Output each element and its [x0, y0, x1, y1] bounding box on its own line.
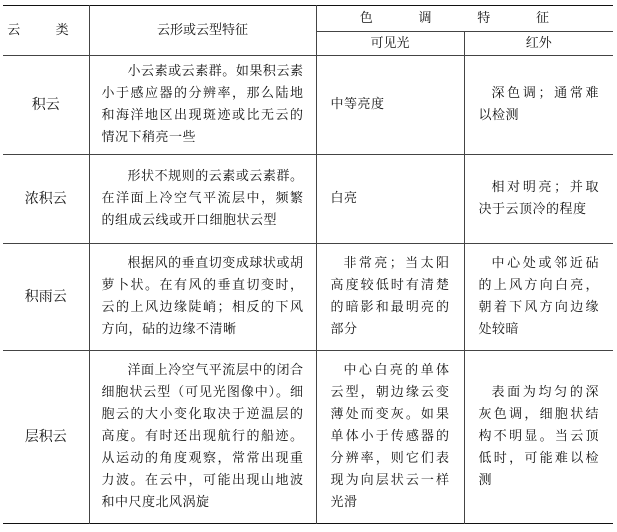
- visible-tone: 中等亮度: [316, 56, 464, 155]
- infrared-tone: 深色调；通常难以检测: [464, 56, 613, 155]
- cloud-feature: 形状不规则的云素或云素群。在洋面上冷空气平流层中，频繁的组成云线或开口细胞状云型: [89, 155, 316, 244]
- header-feature: 云形或云型特征: [89, 6, 316, 56]
- header-visible: 可见光: [316, 32, 464, 56]
- table-row: [3, 244, 613, 351]
- table-row: [3, 56, 613, 155]
- cloud-feature-table: [3, 5, 613, 524]
- cloud-type: 层积云: [3, 351, 89, 524]
- table-row: [3, 155, 613, 244]
- visible-tone: 非常亮；当太阳高度较低时有清楚的暗影和最明亮的部分: [316, 244, 464, 351]
- header-infrared: 红外: [464, 32, 613, 56]
- cloud-feature: 根据风的垂直切变成球状或胡萝卜状。在有风的垂直切变时，云的上风边缘陡峭；相反的下风方向，砧的边缘不清晰: [89, 244, 316, 351]
- cloud-type: 浓积云: [3, 155, 89, 244]
- infrared-tone: 表面为均匀的深灰色调，细胞状结构不明显。当云顶低时，可能难以检测: [464, 351, 613, 524]
- cloud-type: 积云: [3, 56, 89, 155]
- cloud-feature: 洋面上冷空气平流层中的闭合细胞状云型（可见光图像中）。细胞云的大小变化取决于逆温层的高度。有时还出现航行的船迹。从运动的角度观察，常常出现重力波。在云中，可能出现山地波和中尺度北风涡旋: [89, 351, 316, 524]
- infrared-tone: 中心处或邻近砧的上风方向白亮，朝着下风方向边缘处较暗: [464, 244, 613, 351]
- header-cloud-type: 云 类: [3, 6, 89, 56]
- header-tone: 色 调 特 征: [316, 6, 613, 32]
- cloud-type: 积雨云: [3, 244, 89, 351]
- visible-tone: 白亮: [316, 155, 464, 244]
- cloud-feature: 小云素或云素群。如果积云素小于感应器的分辨率，那么陆地和海洋地区出现斑迹或比无云的情况下稍亮一些: [89, 56, 316, 155]
- infrared-tone: 相对明亮；并取决于云顶冷的程度: [464, 155, 613, 244]
- table-row: [3, 351, 613, 524]
- visible-tone: 中心白亮的单体云型，朝边缘云变薄处而变灰。如果单体小于传感器的分辨率，则它们表现为向层状云一样光滑: [316, 351, 464, 524]
